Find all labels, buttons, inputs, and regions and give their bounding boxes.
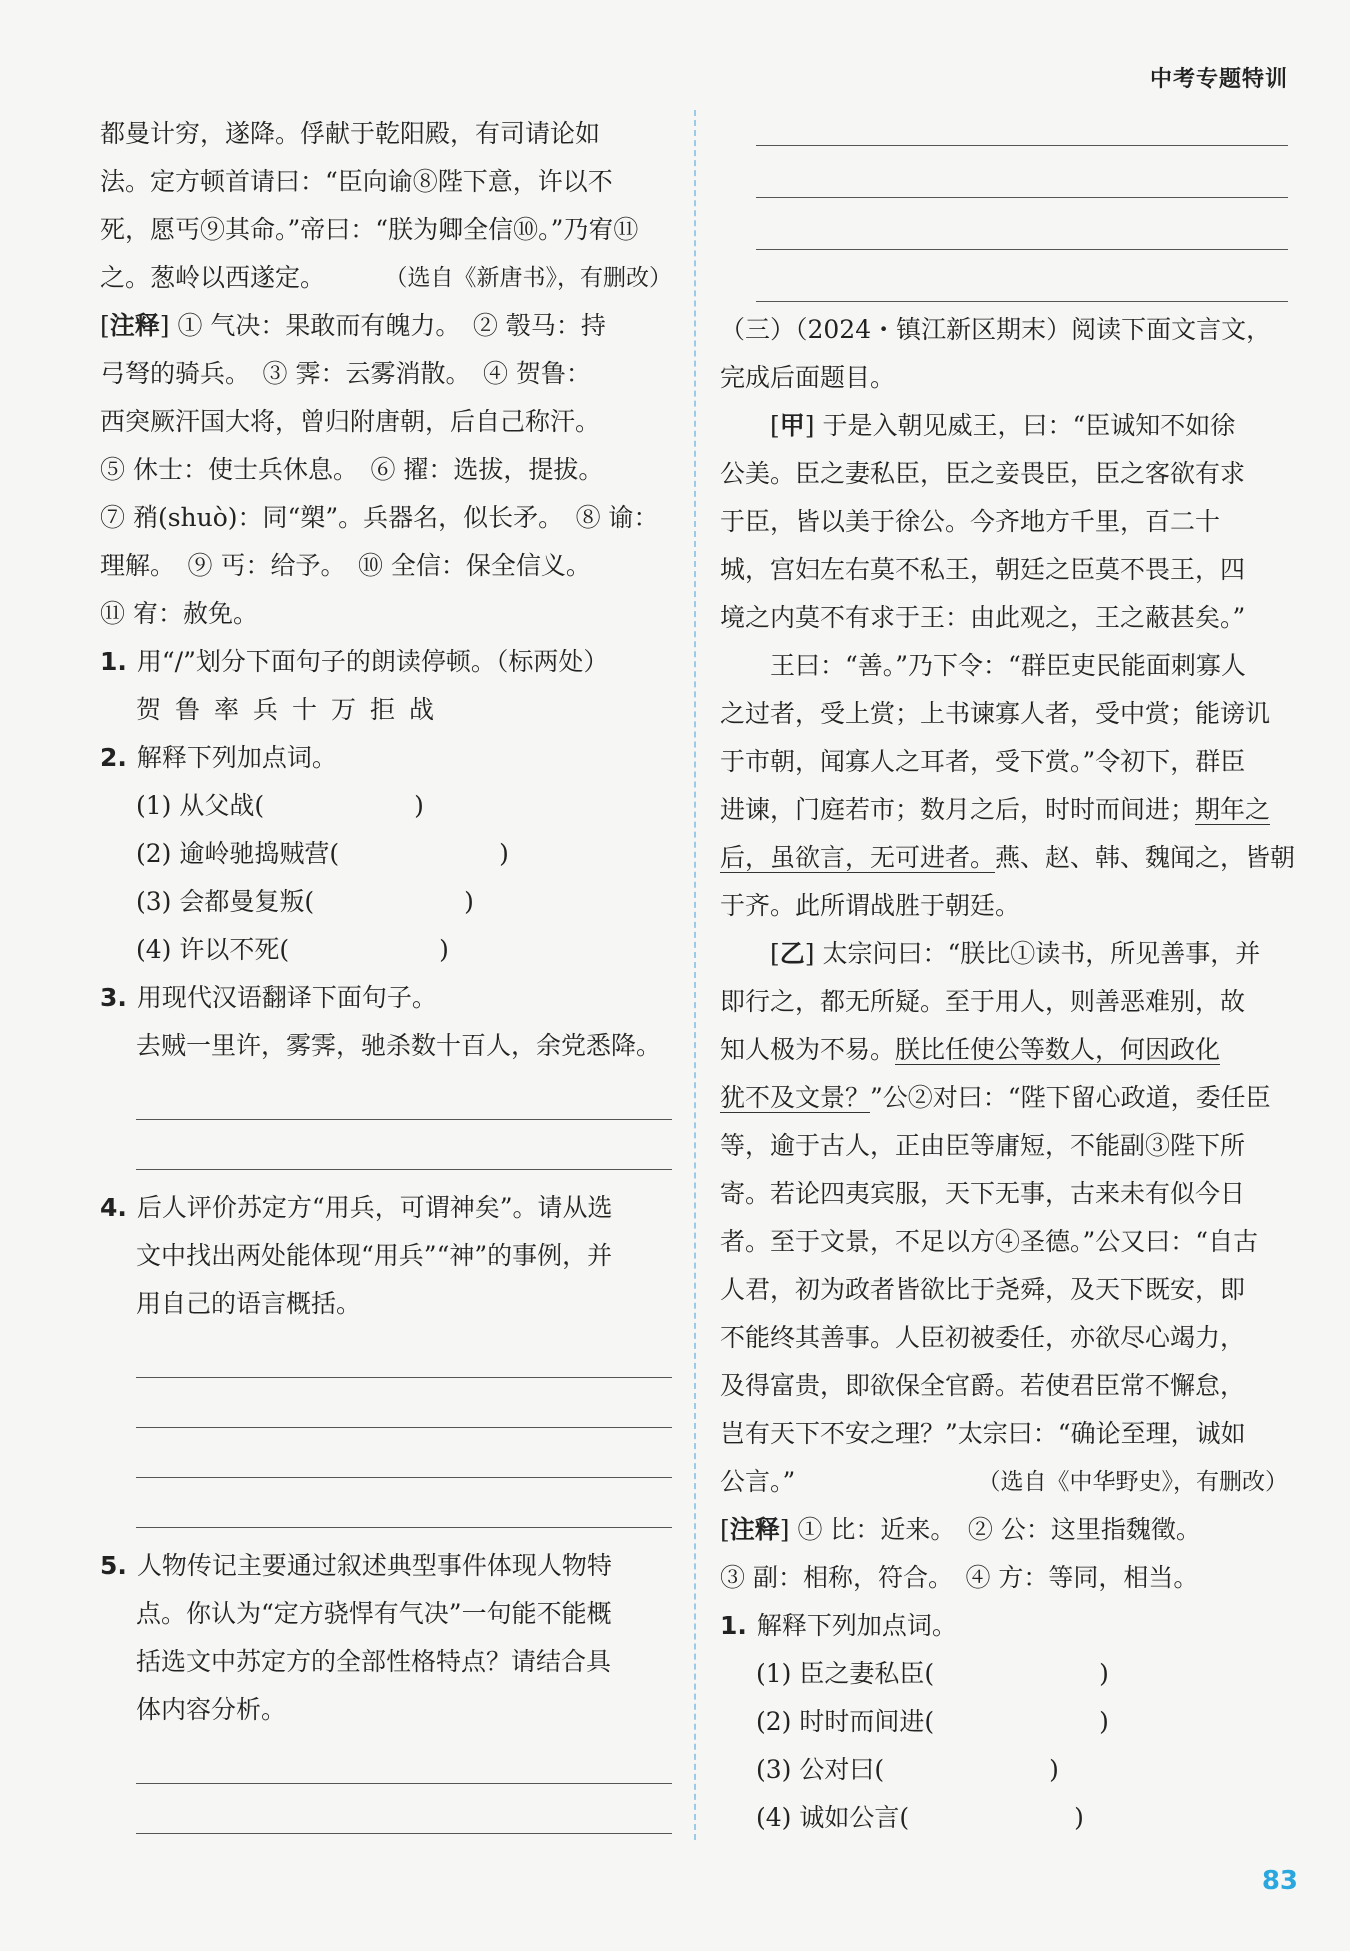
passage-yi-line: 公言。” （选自《中华野史》，有删改）: [720, 1458, 1288, 1506]
notes-line: 弓弩的骑兵。 ③ 霁：云雾消散。 ④ 贺鲁：: [100, 359, 591, 388]
question-1-item[interactable]: (3) 公对曰( ): [756, 1755, 1059, 1784]
answer-line[interactable]: [756, 198, 1288, 250]
question-2-item[interactable]: (4) 许以不死( ): [136, 935, 449, 964]
source-citation: （选自《新唐书》，有删改）: [384, 265, 672, 291]
notes-label: 注释: [729, 1515, 780, 1544]
right-column: [720, 130, 1296, 1842]
question-2-item[interactable]: (3) 会都曼复叛( ): [136, 887, 474, 916]
passage-line: 法。定方顿首请曰：“臣向谕⑧陛下意，许以不: [100, 167, 613, 196]
passage-jia-line: 王曰：“善。”乃下令：“群臣吏民能面刺寡人: [770, 651, 1246, 680]
answer-line[interactable]: [136, 1478, 672, 1528]
passage-jia-line: 城，宫妇左右莫不私王，朝廷之臣莫不畏王，四: [720, 555, 1246, 584]
section-heading: （三）（2024・镇江新区期末）阅读下面文言文，: [720, 315, 1272, 344]
question-1-item[interactable]: (4) 诚如公言( ): [756, 1803, 1084, 1832]
underlined-sentence: 后，虽欲言，无可进者。: [720, 843, 996, 872]
source-citation: （选自《中华野史》，有删改）: [977, 1469, 1288, 1495]
answer-line[interactable]: [136, 1784, 672, 1834]
jia-label: 甲: [779, 411, 805, 440]
notes-label: 注释: [109, 311, 160, 340]
passage-jia-line: [甲] 于是入朝见威王，曰：“臣诚知不如徐: [770, 411, 1236, 440]
passage-yi-line: [乙] 太宗问曰：“朕比①读书，所见善事，并: [770, 939, 1261, 968]
question-1-sentence[interactable]: 贺鲁率兵十万拒战: [136, 695, 449, 724]
left-column: [100, 110, 672, 1834]
question-1-item[interactable]: (2) 时时而间进( ): [756, 1707, 1109, 1736]
question-2-item[interactable]: (1) 从父战( ): [136, 791, 424, 820]
answer-line[interactable]: [136, 1328, 672, 1378]
question-4: 4. 后人评价苏定方“用兵，可谓神矣”。请从选: [100, 1193, 613, 1222]
passage-yi-line: 不能终其善事。人臣初被委任，亦欲尽心竭力，: [720, 1323, 1246, 1352]
answer-line[interactable]: [136, 1734, 672, 1784]
underlined-sentence: 期年之: [1195, 795, 1271, 824]
notes-line: ⑦ 矟(shuò)：同“槊”。兵器名，似长矛。 ⑧ 谕：: [100, 503, 659, 532]
passage-yi-line: 犹不及文景？”公②对曰：“陛下留心政道，委任臣: [720, 1083, 1271, 1112]
question-5-line: 体内容分析。: [136, 1695, 287, 1724]
notes-line: 西突厥汗国大将，曾归附唐朝，后自己称汗。: [100, 407, 601, 436]
section-heading: 完成后面题目。: [720, 363, 896, 392]
question-4-line: 用自己的语言概括。: [136, 1289, 362, 1318]
answer-line[interactable]: [136, 1120, 672, 1170]
passage-jia-line: 进谏，门庭若市；数月之后，时时而间进；期年之: [720, 795, 1271, 824]
question-1: 1. 用“/”划分下面句子的朗读停顿。（标两处）: [100, 647, 609, 676]
underlined-sentence: 朕比任使公等数人，何因政化: [895, 1035, 1221, 1064]
notes-line: [注释] ① 气决：果敢而有魄力。 ② 彀马：持: [100, 311, 606, 340]
header-title: 中考专题特训: [1149, 67, 1288, 92]
answer-line[interactable]: [756, 94, 1288, 146]
question-3: 3. 用现代汉语翻译下面句子。: [100, 983, 437, 1012]
answer-line[interactable]: [136, 1428, 672, 1478]
yi-label: 乙: [779, 939, 805, 968]
answer-line[interactable]: [756, 250, 1288, 302]
passage-yi-line: 者。至于文景，不足以方④圣德。”公又曰：“自古: [720, 1227, 1259, 1256]
page-number: 83: [1261, 1866, 1298, 1896]
question-5-line: 括选文中苏定方的全部性格特点？请结合具: [136, 1647, 612, 1676]
notes-line: ⑪ 宥：赦免。: [100, 599, 258, 628]
passage-line: 之。葱岭以西遂定。 （选自《新唐书》，有删改）: [100, 254, 672, 302]
answer-line[interactable]: [136, 1070, 672, 1120]
notes-line: [注释] ① 比：近来。 ② 公：这里指魏徵。: [720, 1515, 1201, 1544]
column-divider: [694, 110, 696, 1840]
passage-yi-line: 人君，初为政者皆欲比于尧舜，及天下既安，即: [720, 1275, 1246, 1304]
question-5-line: 点。你认为“定方骁悍有气决”一句能不能概: [136, 1599, 612, 1628]
notes-line: 理解。 ⑨ 丐：给予。 ⑩ 全信：保全信义。: [100, 551, 591, 580]
passage-yi-line: 即行之，都无所疑。至于用人，则善恶难别，故: [720, 987, 1246, 1016]
question-2-item[interactable]: (2) 逾岭驰捣贼营( ): [136, 839, 509, 868]
passage-yi-line: 岂有天下不安之理？”太宗曰：“确论至理，诚如: [720, 1419, 1246, 1448]
passage-jia-line: 于市朝，闻寡人之耳者，受下赏。”令初下，群臣: [720, 747, 1246, 776]
underlined-sentence: 犹不及文景？: [720, 1083, 871, 1112]
notes-line: ⑤ 休士：使士兵休息。 ⑥ 擢：选拔，提拔。: [100, 455, 604, 484]
notes-line: ③ 副：相称，符合。 ④ 方：等同，相当。: [720, 1563, 1199, 1592]
passage-jia-line: 公美。臣之妻私臣，臣之妾畏臣，臣之客欲有求: [720, 459, 1246, 488]
passage-line: 都曼计穷，遂降。俘献于乾阳殿，有司请论如: [100, 119, 601, 148]
question-1: 1. 解释下列加点词。: [720, 1611, 957, 1640]
passage-line: 死，愿丐⑨其命。”帝曰：“朕为卿全信⑩。”乃宥⑪: [100, 215, 639, 244]
passage-yi-line: 等，逾于古人，正由臣等庸短，不能副③陛下所: [720, 1131, 1246, 1160]
passage-yi-line: 知人极为不易。朕比任使公等数人，何因政化: [720, 1035, 1221, 1064]
question-3-sentence: 去贼一里许，雾霁，驰杀数十百人，余党悉降。: [136, 1031, 662, 1060]
passage-yi-line: 寄。若论四夷宾服，天下无事，古来未有似今日: [720, 1179, 1246, 1208]
answer-line[interactable]: [136, 1378, 672, 1428]
answer-line[interactable]: [756, 146, 1288, 198]
question-2: 2. 解释下列加点词。: [100, 743, 337, 772]
question-1-item[interactable]: (1) 臣之妻私臣( ): [756, 1659, 1109, 1688]
passage-jia-line: 后，虽欲言，无可进者。燕、赵、韩、魏闻之，皆朝: [720, 843, 1296, 872]
passage-jia-line: 之过者，受上赏；上书谏寡人者，受中赏；能谤讥: [720, 699, 1271, 728]
passage-jia-line: 于齐。此所谓战胜于朝廷。: [720, 891, 1021, 920]
passage-jia-line: 境之内莫不有求于王：由此观之，王之蔽甚矣。”: [720, 603, 1246, 632]
question-4-line: 文中找出两处能体现“用兵”“神”的事例，并: [136, 1241, 613, 1270]
passage-jia-line: 于臣，皆以美于徐公。今齐地方千里，百二十: [720, 507, 1221, 536]
question-5: 5. 人物传记主要通过叙述典型事件体现人物特: [100, 1551, 612, 1580]
passage-yi-line: 及得富贵，即欲保全官爵。若使君臣常不懈怠，: [720, 1371, 1246, 1400]
